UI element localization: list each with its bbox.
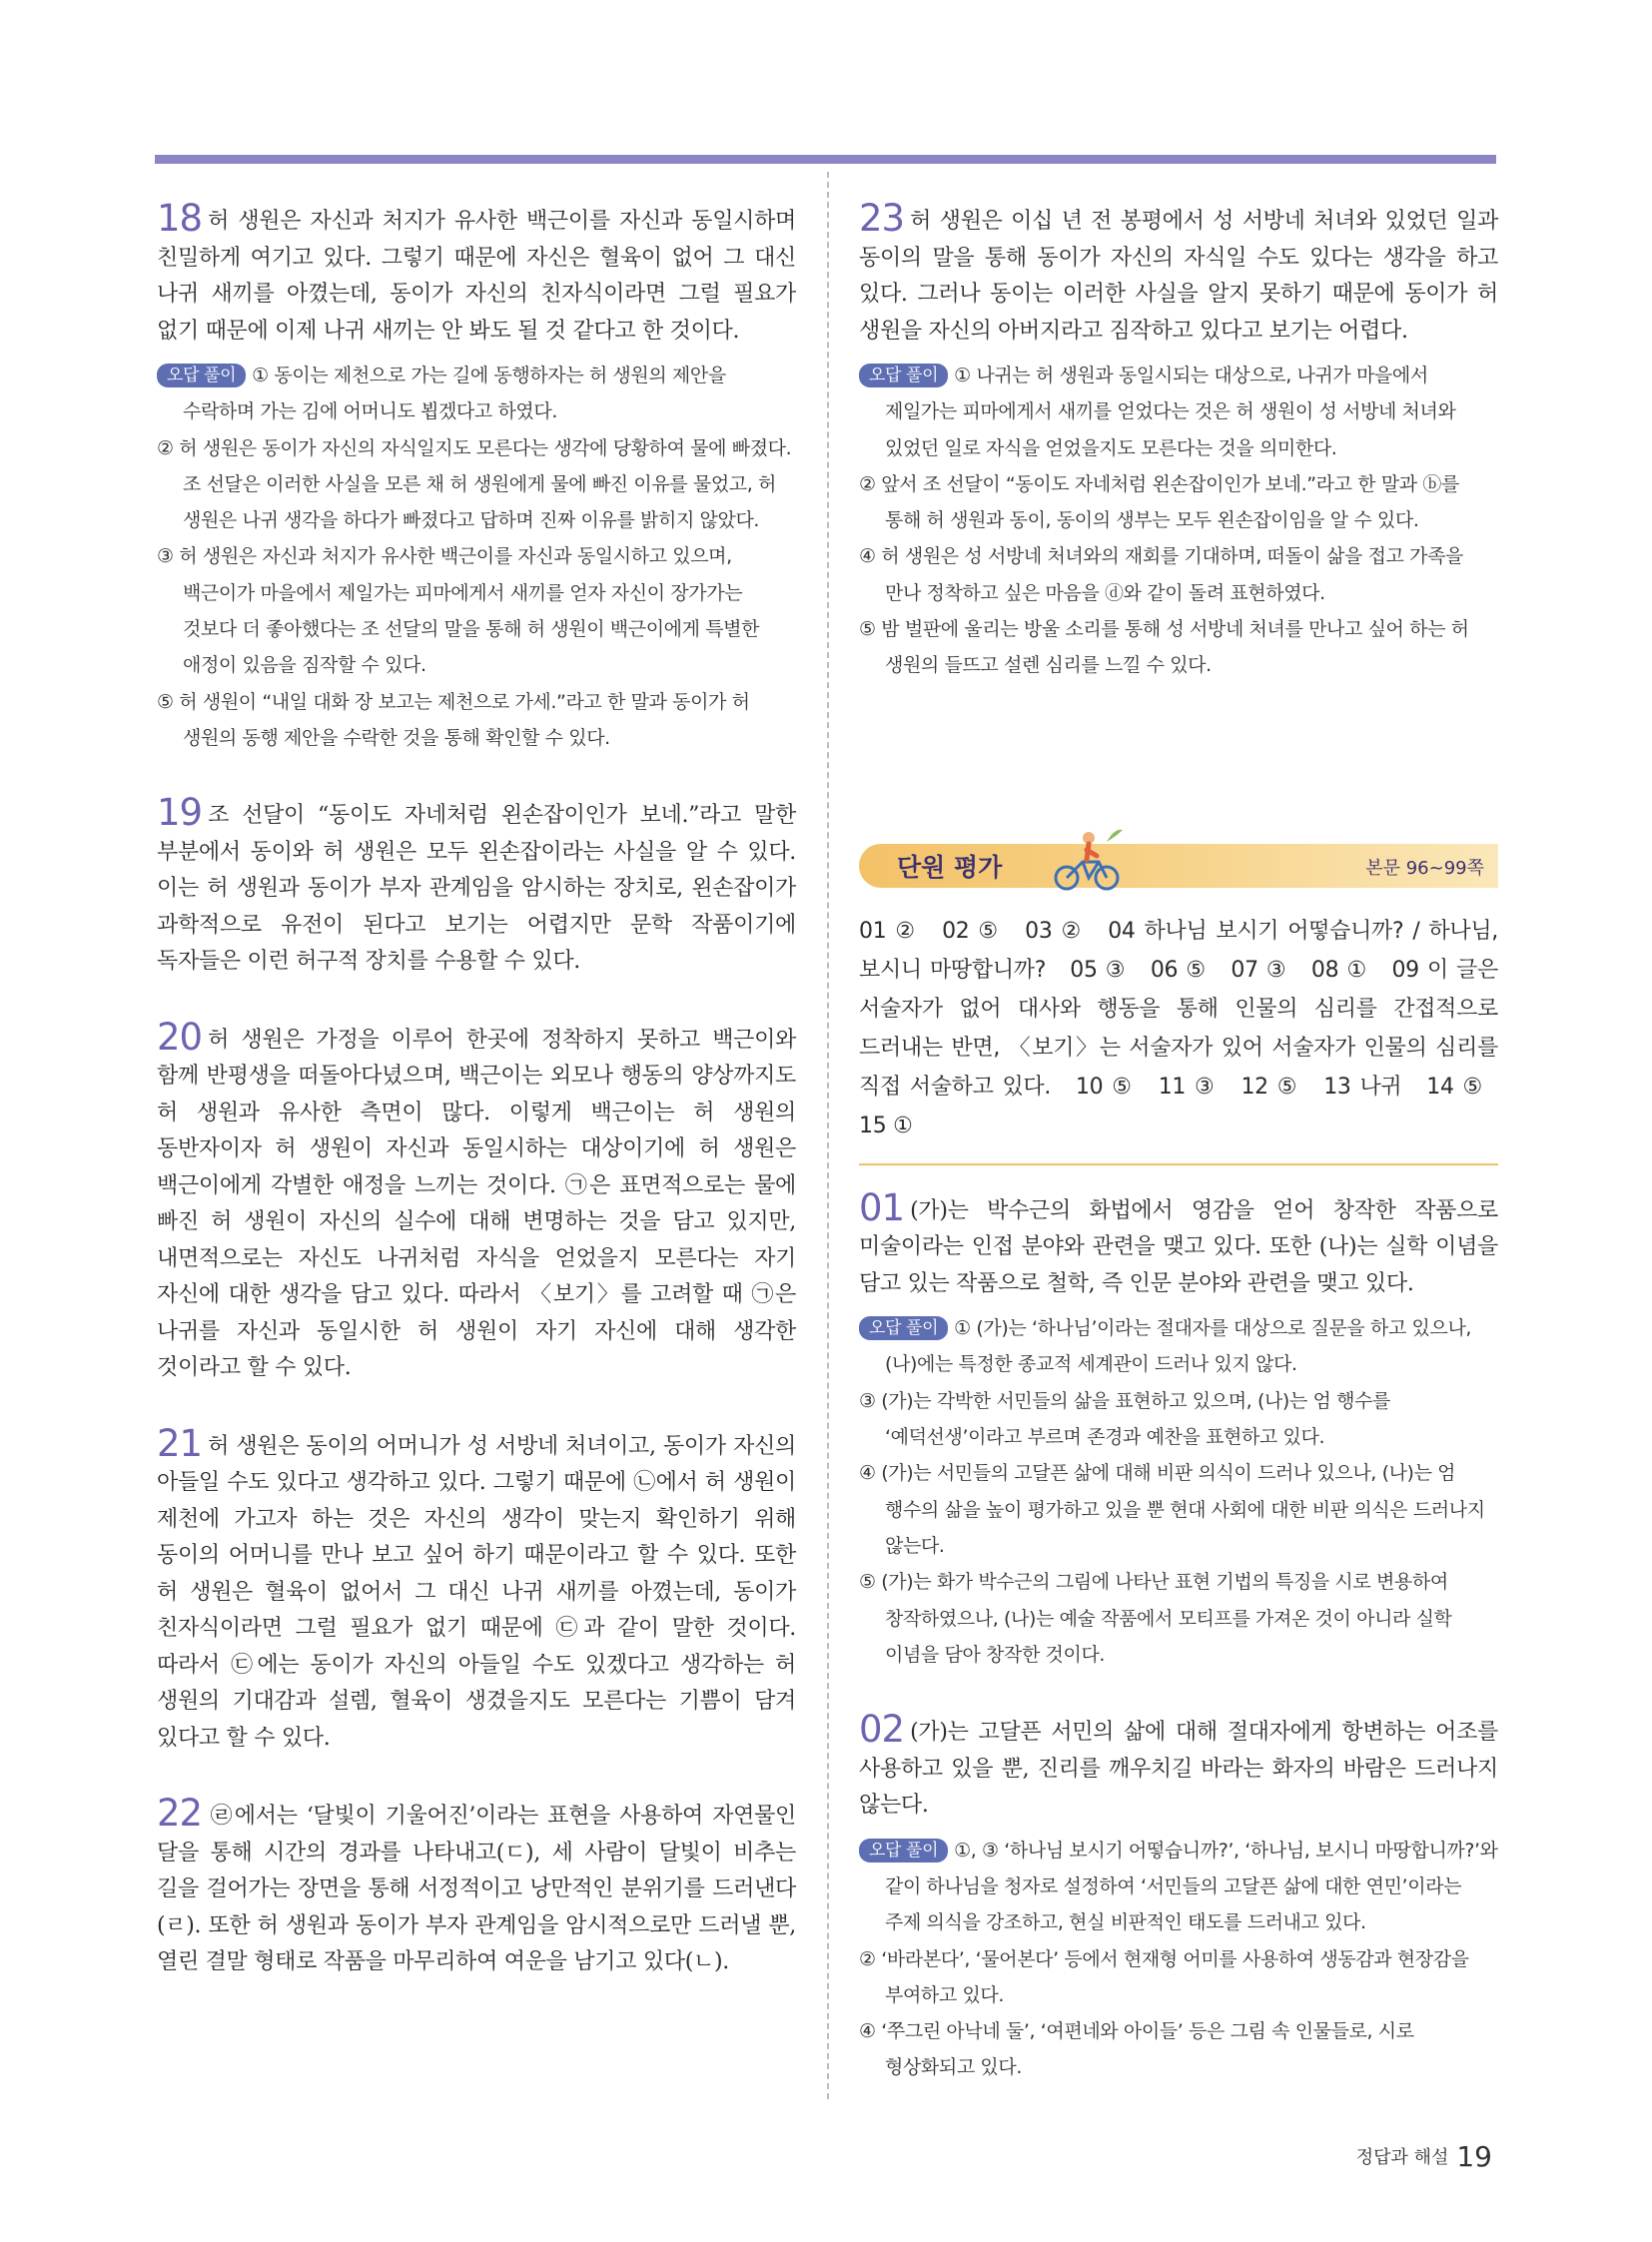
wrong-answer-notes xyxy=(157,358,796,756)
explanation-text: 허 생원은 이십 년 전 봉평에서 성 서방네 처녀와 있었던 일과 동이의 말을 통해 동이가 자신의 자식일 수도 있다는 생각을 하고 있다. 그러나 동이는 이러한 사실을 알지 못하기 때문에 동이가 허 생원을 자신의 아버지라고 짐작하고 있다고 보기는 어렵다. xyxy=(859,209,1498,344)
explanation-text: 조 선달이 “동이도 자네처럼 왼손잡이인가 보네.”라고 말한 부분에서 동이와 허 생원은 모두 왼손잡이라는 사실을 알 수 있다. 이는 허 생원과 동이가 부자 관계임을 암시하는 장치로, 왼손잡이가 과학적으로 유전이 된다고 보기는 어렵지만 문학 작품이기에 독자들은 이런 허구적 장치를 수용할 수 있다. xyxy=(157,803,796,975)
answer-key-item: 04 하나님 보시기 어떻습니까? / 하나님, 보시니 마땅합니까? xyxy=(859,918,1498,983)
answer-key-item: 14 ⑤ xyxy=(1426,1074,1482,1100)
answer-18 xyxy=(157,197,796,756)
answer-key-item: 12 ⑤ xyxy=(1240,1074,1299,1100)
note-item: ③ 허 생원은 자신과 처지가 유사한 백근이를 자신과 동일시하고 있으며, 백근이가 마을에서 제일가는 피마에게서 새끼를 얻자 자신이 장가가는 것보다 더 좋아했다는 조 선달의 말을 통해 허 생원이 백근이에게 특별한 애정이 있음을 짐작할 수 있다. xyxy=(157,545,760,677)
note-item: ④ ‘쭈그린 아낙네 둘’, ‘여편네와 아이들’ 등은 그림 속 인물들로, 시로 형상화되고 있다. xyxy=(859,2020,1414,2079)
note-item: ③ (가)는 각박한 서민들의 삶을 표현하고 있으며, (나)는 엄 행수를 ‘예덕선생’이라고 부르며 존경과 예찬을 표현하고 있다. xyxy=(859,1389,1390,1449)
wrong-answer-badge: 오답 풀이 xyxy=(157,364,246,387)
answer-key-item: 02 ⑤ xyxy=(942,918,1001,944)
answer-23 xyxy=(859,197,1498,684)
answer-key-item: 05 ③ xyxy=(1070,957,1127,983)
question-number: 21 xyxy=(157,1421,203,1465)
wrong-answer-badge: 오답 풀이 xyxy=(859,364,948,387)
answer-key-item: 01 ② xyxy=(859,918,918,944)
unit-title: 단원 평가 xyxy=(897,852,1003,882)
note-item: ① 나귀는 허 생원과 동일시되는 대상으로, 나귀가 마을에서 제일가는 피마에게서 새끼를 얻었다는 것은 허 생원이 성 서방네 처녀와 있었던 일로 자식을 얻었을지도 모른다는 것을 의미한다. xyxy=(885,365,1456,459)
top-accent-bar xyxy=(155,155,1496,164)
explanation-text: (가)는 박수근의 화법에서 영감을 얻어 창작한 작품으로 미술이라는 인접 분야와 관련을 맺고 있다. 또한 (나)는 실학 이념을 담고 있는 작품으로 철학, 즉 인문 분야와 관련을 맺고 있다. xyxy=(859,1197,1498,1296)
unit-answer-01 xyxy=(859,1185,1498,1673)
note-item: ⑤ (가)는 화가 박수근의 그림에 나타난 표현 기법의 특징을 시로 변용하여 창작하였으나, (나)는 예술 작품에서 모티프를 가져온 것이 아니라 실학 이념을 담아 창작한 것이다. xyxy=(859,1571,1452,1666)
unit-assessment-header xyxy=(859,834,1498,894)
explanation-text: 허 생원은 동이의 어머니가 성 서방네 처녀이고, 동이가 자신의 아들일 수도 있다고 생각하고 있다. 그렇기 때문에 ㉡에서 허 생원이 제천에 가고자 하는 것은 자신의 생각이 맞는지 확인하기 위해 동이의 어머니를 만나 보고 싶어 하기 때문이라고 할 수 있다. 또한 허 생원은 혈육이 없어서 그 대신 나귀 새끼를 아꼈는데, 동이가 친자식이라면 그럴 필요가 없기 때문에 ㉢과 같이 말한 것이다. 따라서 ㉢에는 동이가 자신의 아들일 수도 있겠다고 생각하는 허 생원의 기대감과 설렘, 혈육이 생겼을지도 모른다는 기쁨이 담겨 있다고 할 수 있다. xyxy=(157,1433,796,1751)
note-item: ⑤ 밤 벌판에 울리는 방울 소리를 통해 성 서방네 처녀를 만나고 싶어 하는 허 생원의 들뜨고 설렌 심리를 느낄 수 있다. xyxy=(859,618,1469,677)
left-column xyxy=(157,197,796,2023)
wrong-answer-notes xyxy=(859,1833,1498,2086)
page-footer xyxy=(1356,2140,1492,2173)
page-number: 19 xyxy=(1456,2140,1492,2173)
answer-key-item: 06 ⑤ xyxy=(1150,957,1208,983)
bicycle-rider-icon xyxy=(1049,824,1129,894)
answer-key-item: 11 ③ xyxy=(1158,1074,1217,1100)
answer-key-item: 08 ① xyxy=(1310,957,1368,983)
question-number: 22 xyxy=(157,1792,203,1836)
answer-20 xyxy=(157,1015,796,1387)
note-item: ④ 허 생원은 성 서방네 처녀와의 재회를 기대하며, 떠돌이 삶을 접고 가족을 만나 정착하고 싶은 마음을 ⓓ와 같이 돌려 표현하였다. xyxy=(859,545,1463,604)
answer-key-item: 09 이 글은 서술자가 없어 대사와 행동을 통해 인물의 심리를 간접적으로 드러내는 반면, 〈보기〉는 서술자가 있어 서술자가 인물의 심리를 직접 서술하고 있다. xyxy=(859,957,1498,1100)
answer-key-item: 10 ⑤ xyxy=(1075,1074,1134,1100)
answer-key-item: 03 ② xyxy=(1025,918,1084,944)
question-number: 19 xyxy=(157,791,203,835)
unit-answer-02 xyxy=(859,1708,1498,2086)
explanation-text: ㉣에서는 ‘달빛이 기울어진’이라는 표현을 사용하여 자연물인 달을 통해 시간의 경과를 나타내고(ㄷ), 세 사람이 달빛이 비추는 길을 걸어가는 장면을 통해 서정적이고 낭만적인 분위기를 드러낸다(ㄹ). 또한 허 생원과 동이가 부자 관계임을 암시적으로만 드러낼 뿐, 열린 결말 형태로 작품을 마무리하여 여운을 남기고 있다(ㄴ). xyxy=(157,1804,796,1975)
right-column xyxy=(859,197,1498,2086)
wrong-answer-badge: 오답 풀이 xyxy=(859,1316,948,1340)
answer-19 xyxy=(157,791,796,981)
answer-key-item: 15 ① xyxy=(859,1113,913,1138)
answer-key-item: 13 나귀 xyxy=(1323,1074,1402,1100)
unit-page-range: 본문 96~99쪽 xyxy=(1365,857,1484,879)
note-item: ② 허 생원은 동이가 자신의 자식일지도 모른다는 생각에 당황하여 물에 빠졌다. 조 선달은 이러한 사실을 모른 채 허 생원에게 물에 빠진 이유를 물었고, 허 생원은 나귀 생각을 하다가 빠졌다고 답하며 진짜 이유를 밝히지 않았다. xyxy=(157,436,792,532)
note-item: ①, ③ ‘하나님 보시기 어떻습니까?’, ‘하나님, 보시니 마땅합니까?’와 같이 하나님을 청자로 설정하여 ‘서민들의 고달픈 삶에 대한 연민’이라는 주제 의식을 강조하고, 현실 비판적인 태도를 드러내고 있다. xyxy=(885,1839,1498,1934)
answer-21 xyxy=(157,1421,796,1758)
wrong-answer-notes xyxy=(859,358,1498,684)
question-number: 18 xyxy=(157,197,203,240)
explanation-text: (가)는 고달픈 서민의 삶에 대해 절대자에게 항변하는 어조를 사용하고 있을 뿐, 진리를 깨우치길 바라는 화자의 바람은 드러나지 않는다. xyxy=(859,1720,1498,1819)
question-number: 02 xyxy=(859,1708,905,1752)
answer-22 xyxy=(157,1792,796,1981)
note-item: ④ (가)는 서민들의 고달픈 삶에 대해 비판 의식이 드러나 있으나, (나)는 엄 행수의 삶을 높이 평가하고 있을 뿐 현대 사회에 대한 비판 의식은 드러나지 않는다. xyxy=(859,1462,1485,1557)
note-item: ② ‘바라본다’, ‘물어본다’ 등에서 현재형 어미를 사용하여 생동감과 현장감을 부여하고 있다. xyxy=(859,1947,1469,2006)
unit-answer-key xyxy=(859,912,1498,1165)
wrong-answer-notes xyxy=(859,1310,1498,1673)
question-number: 20 xyxy=(157,1015,203,1059)
note-item: ① 동이는 제천으로 가는 길에 동행하자는 허 생원의 제안을 수락하며 가는 김에 어머니도 뵙겠다고 하였다. xyxy=(183,365,726,423)
wrong-answer-badge: 오답 풀이 xyxy=(859,1839,948,1863)
column-divider xyxy=(827,172,829,2099)
question-number: 23 xyxy=(859,197,905,240)
note-item: ⑤ 허 생원이 “내일 대화 장 보고는 제천으로 가세.”라고 한 말과 동이가 허 생원의 동행 제안을 수락한 것을 통해 확인할 수 있다. xyxy=(157,690,750,749)
explanation-text: 허 생원은 자신과 처지가 유사한 백근이를 자신과 동일시하며 친밀하게 여기고 있다. 그렇기 때문에 자신은 혈육이 없어 그 대신 나귀 새끼를 아꼈는데, 동이가 자신의 친자식이라면 그럴 필요가 없기 때문에 이제 나귀 새끼는 안 봐도 될 것 같다고 한 것이다. xyxy=(157,209,796,344)
question-number: 01 xyxy=(859,1185,905,1229)
footer-label: 정답과 해설 xyxy=(1355,2147,1449,2168)
answer-key-item: 07 ③ xyxy=(1231,957,1287,983)
note-item: ① (가)는 ‘하나님’이라는 절대자를 대상으로 질문을 하고 있으나, (나)에는 특정한 종교적 세계관이 드러나 있지 않다. xyxy=(885,1317,1472,1376)
note-item: ② 앞서 조 선달이 “동이도 자네처럼 왼손잡이인가 보네.”라고 한 말과 ⓑ를 통해 허 생원과 동이, 동이의 생부는 모두 왼손잡이임을 알 수 있다. xyxy=(859,472,1459,532)
explanation-text: 허 생원은 가정을 이루어 한곳에 정착하지 못하고 백근이와 함께 반평생을 떠돌아다녔으며, 백근이는 외모나 행동의 양상까지도 허 생원과 유사한 측면이 많다. 이렇게 백근이는 허 생원의 동반자이자 허 생원이 자신과 동일시하는 대상이기에 허 생원은 백근이에게 각별한 애정을 느끼는 것이다. ㉠은 표면적으로는 물에 빠진 허 생원이 자신의 실수에 대해 변명하는 것을 담고 있지만, 내면적으로는 자신도 나귀처럼 자식을 얻었을지 모른다는 자기 자신에 대한 생각을 담고 있다. 따라서 〈보기〉를 고려할 때 ㉠은 나귀를 자신과 동일시한 허 생원이 자기 자신에 대해 생각한 것이라고 할 수 있다. xyxy=(157,1027,796,1381)
